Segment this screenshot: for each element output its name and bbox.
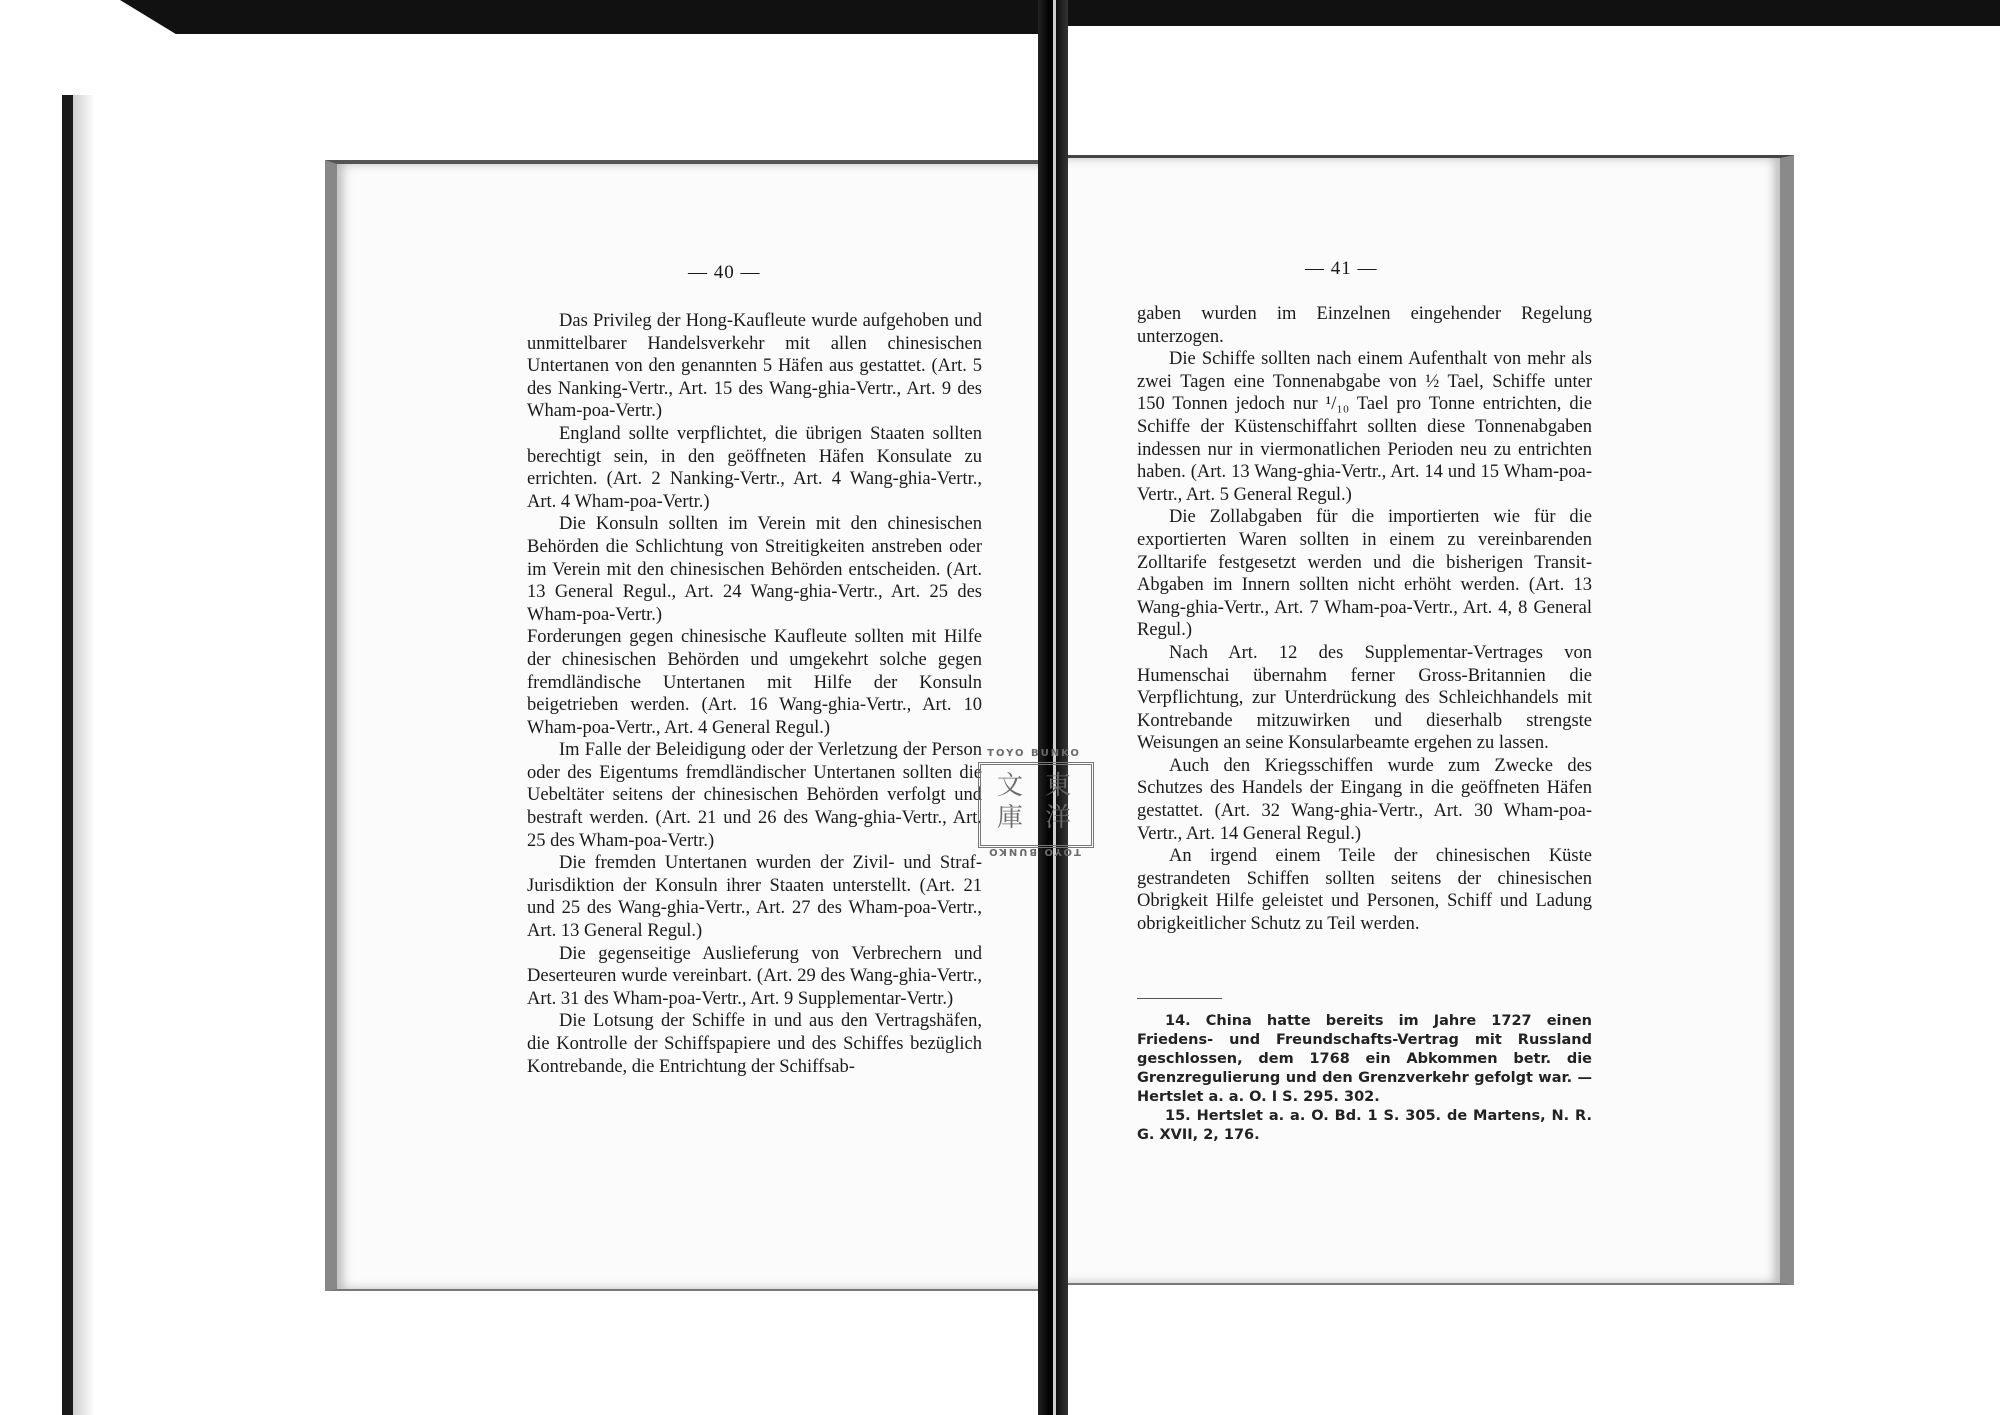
scanner-shade-left [73,95,95,1415]
scanner-border-top-right [1065,0,2000,26]
library-stamp [978,748,1090,860]
stamp-char: 洋 [1044,803,1071,833]
left-paragraph-3: Die Konsuln sollten im Verein mit den chinesischen Behörden die Schlichtung von Streitigkeiten anstreben oder im Verein mit den chinesischen Behörden entscheiden. (Art. 13 General Regul., Art. 24 Wang-ghia-Vertr., Art. 25 des Wham-poa-Vertr.) [527,514,982,625]
left-paragraph-1: Das Privileg der Hong-Kaufleute wurde aufgehoben und unmittelbarer Handelsverkehr mit allen chinesischen Untertanen von den genannten 5 Häfen aus gestattet. (Art. 5 des Nanking-Vertr., Art. 15 des Wang-ghia-Vertr., Art. 9 des Wham-poa-Vertr.) [527,311,982,422]
right-paragraph-2: Die Schiffe sollten nach einem Aufenthalt von mehr als zwei Tagen eine Tonnenabgabe von ½ Tael, Schiffe unter 150 Tonnen jedoch nur ¹/₁₀ Tael pro Tonne entrichten, die Schiffe der Küstenschiffahrt sollten diese Tonnenabgaben indessen nur in viermonatlichen Perioden neu zu entrichten haben. (Art. 13 Wang-ghia-Vertr., Art. 14 und 15 Wham-poa-Vertr., Art. 5 General Regul.) [1137,349,1592,505]
footnotes [1137,1012,1592,1145]
left-paragraph-2: England sollte verpflichtet, die übrigen Staaten sollten berechtigt sein, in den geöffneten Häfen Konsulate zu errichten. (Art. 2 Nanking-Vertr., Art. 4 Wang-ghia-Vertr., Art. 4 Wham-poa-Vertr.) [527,423,982,512]
stamp-top-text: TOYO BUNKO [987,748,1081,759]
left-paragraph-4: Forderungen gegen chinesische Kaufleute sollten mit Hilfe der chinesischen Behörden und umgekehrt solche gegen fremdländische Untertanen mit Hilfe der Konsuln beigetrieben werden. (Art. 16 Wang-ghia-Vertr., Art. 10 Wham-poa-Vertr., Art. 4 General Regul.) [527,627,982,738]
left-paragraph-7: Die gegenseitige Auslieferung von Verbrechern und Deserteuren wurde vereinbart. (Art. 29 des Wang-ghia-Vertr., Art. 31 des Wham-poa-Vertr., Art. 9 Supplementar-Vertr.) [527,943,982,1009]
footnote-14: 14. China hatte bereits im Jahre 1727 einen Friedens- und Freundschafts-Vertrag mit Russland geschlossen, dem 1768 ein Abkommen betr. die Grenzregulierung und den Grenzverkehr gefolgt war. — Hertslet a. a. O. I S. 295. 302. [1137,1013,1592,1105]
right-paragraph-6: An irgend einem Teile der chinesischen Küste gestrandeten Schiffen sollten seitens der chinesischen Obrigkeit Hilfe geleistet und Personen, Schiff und Ladung obrigkeitlicher Schutz zu Teil werden. [1137,846,1592,935]
right-page-text [1137,303,1592,936]
right-paragraph-1: gaben wurden im Einzelnen eingehender Regelung unterzogen. [1137,304,1592,347]
footnote-15: 15. Hertslet a. a. O. Bd. 1 S. 305. de Martens, N. R. G. XVII, 2, 176. [1137,1108,1592,1143]
right-paragraph-3: Die Zollabgaben für die importierten wie für die exportierten Waren sollten in einem zu vereinbarenden Zolltarife festgesetzt werden und die bisherigen Transit-Abgaben im Innern sollten nicht erhöht werden. (Art. 13 Wang-ghia-Vertr., Art. 7 Wham-poa-Vertr., Art. 4, 8 General Regul.) [1137,507,1592,641]
stamp-char: 庫 [996,803,1023,833]
right-paragraph-4: Nach Art. 12 des Supplementar-Vertrages von Humenschai übernahm ferner Gross-Britannien die Verpflichtung, zur Unterdrückung des Schleichhandels mit Kontrebande mitzuwirken und dieserhalb strengste Weisungen an seine Konsularbeamte ergehen zu lassen. [1137,642,1592,754]
scanner-border-left [62,95,73,1415]
right-page-number: — 41 — [1305,258,1378,279]
right-paragraph-5: Auch den Kriegsschiffen wurde zum Zwecke des Schutzes des Handels der Eingang in die geöffneten Häfen gestattet. (Art. 32 Wang-ghia-Vertr., Art. 30 Wham-poa-Vertr., Art. 14 General Regul.) [1137,755,1592,844]
stamp-bottom-text: TOYO BUNKO [987,846,1081,857]
left-paragraph-6: Die fremden Untertanen wurden der Zivil- und Straf-Jurisdiktion der Konsuln ihrer Staaten unterstellt. (Art. 21 und 25 des Wang-ghia-Vertr., Art. 27 des Wham-poa-Vertr., Art. 13 General Regul.) [527,853,982,942]
scanner-border-top-left [120,0,1050,34]
left-paragraph-5: Im Falle der Beleidigung oder der Verletzung der Person oder des Eigentums fremdländischer Untertanen sollten die Uebeltäter seitens der chinesischen Behörden verfolgt und bestraft werden. (Art. 21 und 26 des Wang-ghia-Vertr., Art. 25 des Wham-poa-Vertr.) [527,740,982,851]
stamp-characters [986,770,1082,834]
book-gutter-highlight [1053,0,1056,1415]
footnote-divider [1137,998,1222,999]
stamp-char: 東 [1044,771,1071,801]
left-page-text [527,310,982,1078]
left-page-number: — 40 — [688,262,761,283]
left-paragraph-8: Die Lotsung der Schiffe in und aus den Vertragshäfen, die Kontrolle der Schiffspapiere und des Schiffes bezüglich Kontrebande, die Entrichtung der Schiffsab- [527,1011,982,1077]
stamp-char: 文 [996,771,1023,801]
